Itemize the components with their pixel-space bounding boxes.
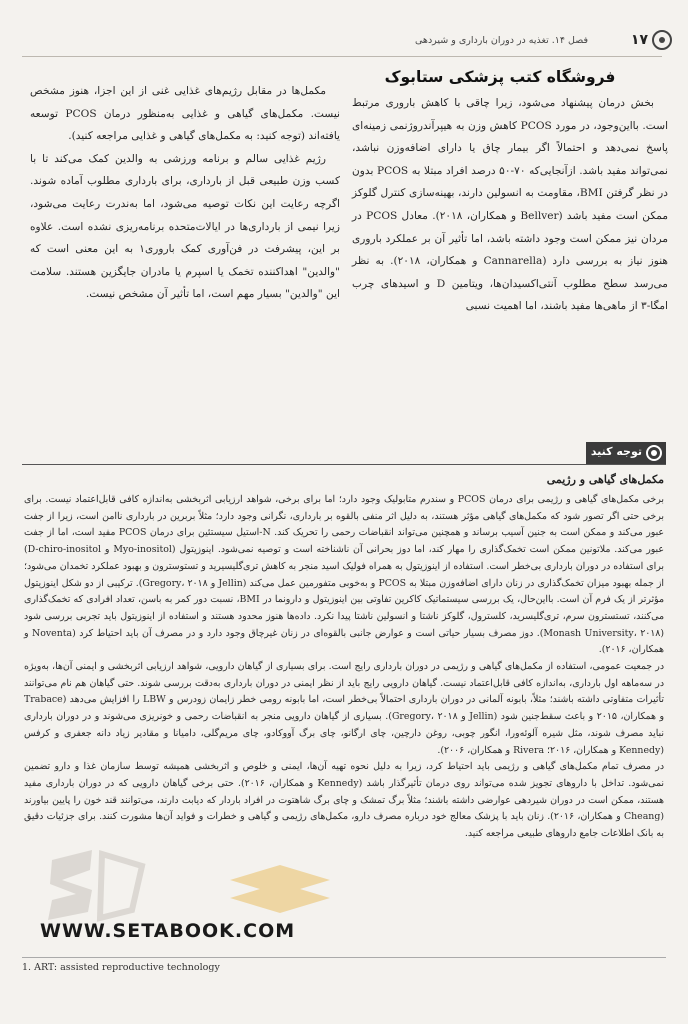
paragraph: بخش درمان پیشنهاد می‌شود، زیرا چاقی با کاهش باروری مرتبط است. بااین‌وجود، در مورد PCOS کاهش وزن به هیپرآندروژنمی زمینه‌ای پاسخ نمی‌دهد و احتمالاً اگر بیمار چاق یا دارای اضافه‌وزن نباشد، نمی‌تواند مفید باشد. ازآنجایی‌که ۷۰-۵۰ درصد افراد مبتلا به PCOS بدون در نظر گرفتن BMI، مقاومت به انسولین دارند، بهینه‌سازی کنترل گلوکز ممکن است مفید باشد (Bellver و همکاران، ۲۰۱۸). معادل PCOS در مردان نیز ممکن است وجود داشته باشد، اما تأثیر آن بر عملکرد باروری هنوز نیاز به بررسی دارد (Cannarella و همکاران، ۲۰۱۸). به نظر می‌رسد سطح مطلوب آنتی‌اکسیدان‌ها، ویتامین D و اسیدهای چرب امگا-۳ از ماهی‌ها مفید باشند، اما اهمیت نسبی [352, 97, 669, 313]
note-paragraph: برخی مکمل‌های گیاهی و رژیمی برای درمان PCOS و سندرم متابولیک وجود دارد؛ اما برای برخی، شواهد ارزیابی اثربخشی به‌اندازه کافی قابل‌اعتماد نیست. برای برخی حتی اگر تصور شود که مکمل‌های گیاهی مؤثر هستند، به دلیل اثر منفی بالقوه بر بارداری، نگرانی وجود دارد؛ مثلاً بربرین در بارداری ناامن است، زیرا از جفت عبور می‌کند و ممکن است به جنین آسیب برساند و همچنین می‌تواند انقباضات رحمی را تحریک کند. N-استیل سیستئین برای درمان PCOS مفید است، اما از جفت عبور می‌کند. ملاتونین ممکن است تخمک‌گذاری را مهار کند، اما دوز بحرانی آن ناشناخته است و توصیه نمی‌شود. اینوزیتول (Myo-inositol و D-chiro-inositol) برای استفاده در دوران بارداری بی‌خطر است. استفاده از اینوزیتول به همراه فولیک اسید منجر به کاهش تری‌گلیسیرید و تستوسترون و بهبود عملکرد تخمدان می‌شود؛ از جمله بهبود میزان تخمک‌گذاری در زنان دارای اضافه‌وزن مبتلا به PCOS و به‌خوبی متفورمین عمل می‌کند (Jellin و Gregory، ۲۰۱۸). ترکیبی از دو شکل اینوزیتول مؤثرتر از یک فرم آن است. بااین‌حال، یک بررسی سیستماتیک کاکرین تفاوتی بین اینوزیتول و دارونما در BMI، نسبت دور کمر به باسن، تعداد افرادی که تخمک‌گذاری می‌کنند، تستسترون سرم، تری‌گلیسرید، کلسترول، گلوکز ناشتا و انسولین ناشتا پیدا نکرد. داده‌ها هنوز محدود هستند و استفاده از اینوزیتول باید تجربی بررسی شود (Monash University، ۲۰۱۸). دوز مصرف بسیار حیاتی است و عوارض جانبی بالقوه‌ای در زنان غیرچاق وجود دارد و در مصرف آن باید احتیاط کرد (Noventa و همکاران، ۲۰۱۶). [24, 494, 665, 656]
running-header [22, 30, 662, 57]
store-banner: فروشگاه کتب پزشکی ستابوک [384, 68, 616, 86]
left-column [30, 80, 340, 306]
paragraph: رژیم غذایی سالم و برنامه ورزشی به والدین کمک می‌کند تا با کسب وزن طبیعی قبل از بارداری، برای بارداری مطلوب آماده شوند. اگرچه رعایت این نکات توصیه می‌شود، اما به‌ندرت رعایت می‌شود، زیرا نیمی از بارداری‌ها در ایالات‌متحده برنامه‌ریزی نشده است. علاوه بر این، پیشرفت در فن‌آوری کمک باروری۱ به این معنی است که "والدین" اهداکننده تخمک یا اسپرم یا مادران جایگزین هستند. سلامت این "والدین" بسیار مهم است، اما تأثیر آن مشخص نیست. [30, 152, 340, 301]
note-paragraph: در مصرف تمام مکمل‌های گیاهی و رژیمی باید احتیاط کرد، زیرا به دلیل نحوه تهیه آن‌ها، ایمنی و خلوص و اثربخشی همیشه توسط سازمان غذا و دارو تضمین نمی‌شود. تداخل با داروهای تجویز شده می‌تواند روی درمان تأثیرگذار باشد (Kennedy و همکاران، ۲۰۱۶). حتی برخی گیاهان دارویی که در دوران بارداری مفید هستند، ممکن است در دوران شیردهی عوارضی داشته باشند؛ مثلاً برگ تمشک و چای برگ شاهتوت در افراد باردار که دیابت دارند، می‌توانند قند خون را پایین بیاورند (Cheang و همکاران، ۲۰۱۶). زنان باید با پزشک معالج خود درباره مصرف دارو، مکمل‌های رژیمی و گیاهی و خطرات و فواید آن‌ها مشورت کنند. برای جزئیات دقیق به بانک اطلاعات جامع داروهای طبیعی مراجعه کنید. [24, 761, 664, 840]
footnote: 1. ART: assisted reproductive technology [22, 962, 220, 973]
note-box-header [22, 442, 666, 465]
note-body [24, 492, 664, 843]
right-column [352, 92, 668, 318]
note-label: توجه کنید [590, 445, 642, 458]
watermark-logo-icon [32, 840, 162, 930]
watermark-url: WWW.SETABOOK.COM [40, 920, 296, 942]
footnote-divider [22, 957, 666, 958]
paragraph: مکمل‌ها در مقابل رژیم‌های غذایی غنی از این اجزا، هنوز مشخص نیست. مکمل‌های گیاهی و غذایی به‌منظور درمان PCOS توسعه یافته‌اند (توجه کنید: به مکمل‌های گیاهی و غذایی مراجعه کنید). [30, 85, 340, 143]
book-logo-icon [652, 30, 672, 50]
watermark-emblem-icon [220, 860, 340, 920]
chapter-title: فصل ۱۴. تغذیه در دوران بارداری و شیردهی [415, 35, 588, 46]
note-tag [586, 442, 666, 464]
target-icon [646, 445, 662, 461]
note-paragraph: در جمعیت عمومی، استفاده از مکمل‌های گیاهی و رژیمی در دوران بارداری رایج است. برای بسیاری از گیاهان دارویی، شواهد ارزیابی اثربخشی و ایمنی آن‌ها، به‌ویژه در سه‌ماهه اول بارداری، به‌اندازه کافی قابل‌اعتماد نیست. گیاهان دارویی رایج باید از نظر ایمنی در دوران بارداری به‌دقت بررسی شوند. حتی گیاهان هم نام می‌توانند تأثیرات متفاوتی داشته باشند؛ مثلاً، بابونه آلمانی در دوران بارداری احتمالاً بی‌خطر است، اما بابونه رومی خطر زایمان زودرس و LBW را افزایش می‌دهد (Trabace و همکاران، ۲۰۱۵ و باعث سقط‌جنین شود (Jellin و Gregory، ۲۰۱۸). بسیاری از گیاهان دارویی منجر به انقباضات رحمی و خونریزی می‌شوند و در دوران بارداری نباید مصرف شوند، مثل شیره آلوئه‌ورا، انگور چوبی، روغن دارچین، چای ارگانو، چای برگ آووکادو، چای مریم‌گلی، دامیانا و مقادیر زیاد دانه جعفری و کرفس (Kennedy و همکاران، ۲۰۱۶؛ Rivera و همکاران، ۲۰۰۶). [24, 661, 664, 756]
page-number: ۱۷ [630, 32, 648, 48]
note-title: مکمل‌های گیاهی و رژیمی [546, 473, 664, 486]
